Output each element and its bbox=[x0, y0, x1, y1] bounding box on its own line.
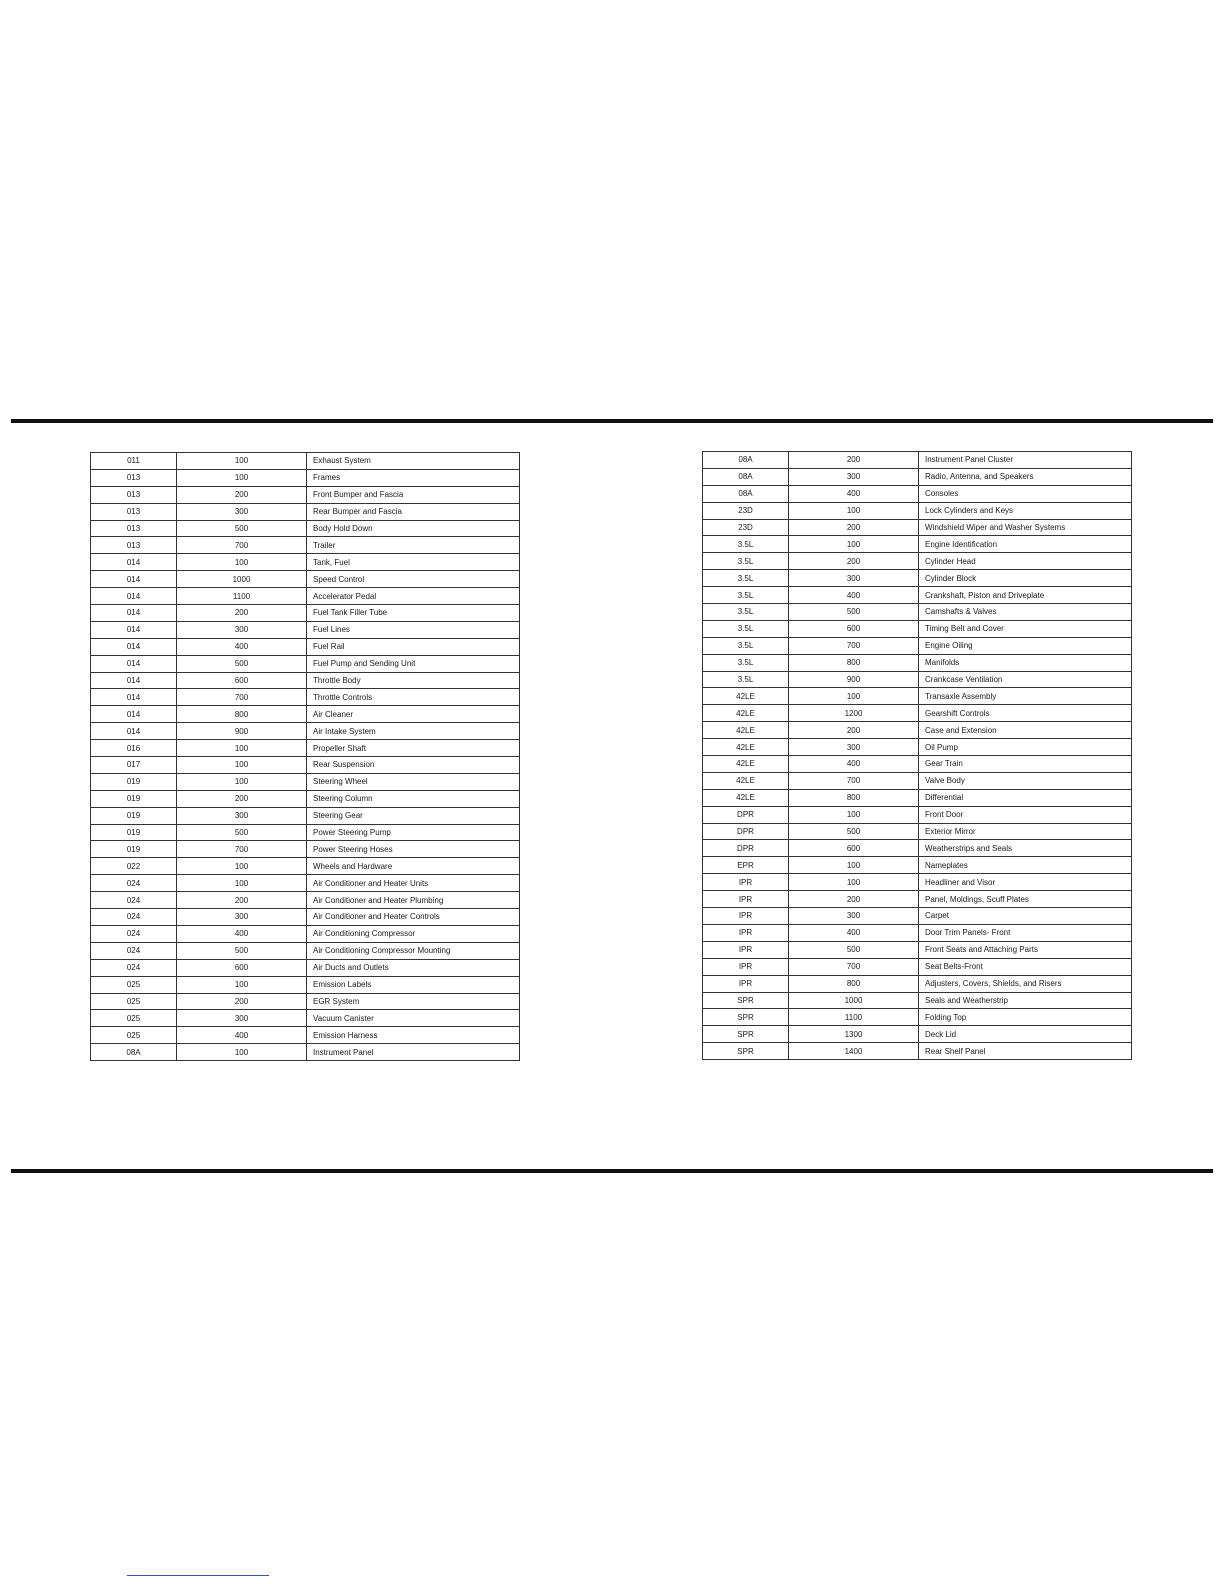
group-code-cell: 3.5L bbox=[703, 620, 789, 637]
table-row bbox=[703, 637, 1132, 654]
section-number-cell: 100 bbox=[177, 858, 307, 875]
description-cell: Headliner and Visor bbox=[919, 874, 1132, 891]
table-row bbox=[91, 942, 520, 959]
section-number-cell: 800 bbox=[789, 975, 919, 992]
group-code-cell: 014 bbox=[91, 689, 177, 706]
table-row bbox=[91, 588, 520, 605]
group-code-cell: EPR bbox=[703, 857, 789, 874]
section-number-cell: 100 bbox=[789, 688, 919, 705]
group-code-cell: 014 bbox=[91, 588, 177, 605]
section-number-cell: 200 bbox=[789, 891, 919, 908]
group-code-cell: 019 bbox=[91, 807, 177, 824]
description-cell: Lock Cylinders and Keys bbox=[919, 502, 1132, 519]
table-row bbox=[703, 485, 1132, 502]
group-code-cell: 08A bbox=[703, 485, 789, 502]
description-cell: Fuel Rail bbox=[307, 638, 520, 655]
table-row bbox=[91, 875, 520, 892]
section-number-cell: 1200 bbox=[789, 705, 919, 722]
table-row bbox=[91, 571, 520, 588]
description-cell: Body Hold Down bbox=[307, 520, 520, 537]
table-row bbox=[91, 706, 520, 723]
description-cell: Exhaust System bbox=[307, 453, 520, 470]
table-row bbox=[703, 975, 1132, 992]
description-cell: Air Cleaner bbox=[307, 706, 520, 723]
group-code-cell: 014 bbox=[91, 672, 177, 689]
right-parts-table-body bbox=[703, 452, 1132, 1060]
group-code-cell: 025 bbox=[91, 1027, 177, 1044]
table-row bbox=[703, 536, 1132, 553]
section-number-cell: 500 bbox=[789, 941, 919, 958]
section-number-cell: 1400 bbox=[789, 1043, 919, 1060]
section-number-cell: 1100 bbox=[177, 588, 307, 605]
section-number-cell: 300 bbox=[177, 1010, 307, 1027]
description-cell: Air Conditioner and Heater Controls bbox=[307, 909, 520, 926]
group-code-cell: 3.5L bbox=[703, 587, 789, 604]
section-number-cell: 700 bbox=[177, 689, 307, 706]
table-row bbox=[91, 537, 520, 554]
section-number-cell: 300 bbox=[177, 909, 307, 926]
description-cell: Air Conditioning Compressor Mounting bbox=[307, 942, 520, 959]
table-row bbox=[91, 605, 520, 622]
group-code-cell: SPR bbox=[703, 1009, 789, 1026]
section-number-cell: 500 bbox=[177, 520, 307, 537]
description-cell: Gear Train bbox=[919, 756, 1132, 773]
table-row bbox=[703, 1043, 1132, 1060]
section-number-cell: 300 bbox=[789, 570, 919, 587]
section-number-cell: 400 bbox=[789, 756, 919, 773]
right-parts-table-container bbox=[702, 451, 1132, 1060]
description-cell: Exterior Mirror bbox=[919, 823, 1132, 840]
group-code-cell: IPR bbox=[703, 891, 789, 908]
right-parts-table bbox=[702, 451, 1132, 1060]
footnote-separator bbox=[127, 1575, 269, 1576]
table-row bbox=[703, 739, 1132, 756]
group-code-cell: 013 bbox=[91, 469, 177, 486]
group-code-cell: 014 bbox=[91, 605, 177, 622]
description-cell: Steering Column bbox=[307, 790, 520, 807]
table-row bbox=[91, 909, 520, 926]
table-row bbox=[703, 908, 1132, 925]
table-row bbox=[703, 958, 1132, 975]
group-code-cell: IPR bbox=[703, 924, 789, 941]
table-row bbox=[703, 1009, 1132, 1026]
table-row bbox=[91, 503, 520, 520]
group-code-cell: 23D bbox=[703, 502, 789, 519]
section-number-cell: 300 bbox=[789, 468, 919, 485]
table-row bbox=[91, 740, 520, 757]
description-cell: Frames bbox=[307, 469, 520, 486]
group-code-cell: 42LE bbox=[703, 722, 789, 739]
group-code-cell: 42LE bbox=[703, 756, 789, 773]
table-row bbox=[703, 941, 1132, 958]
section-number-cell: 300 bbox=[789, 739, 919, 756]
group-code-cell: 019 bbox=[91, 790, 177, 807]
description-cell: Air Conditioner and Heater Plumbing bbox=[307, 892, 520, 909]
table-row bbox=[703, 756, 1132, 773]
table-row bbox=[91, 1010, 520, 1027]
description-cell: Fuel Tank Filler Tube bbox=[307, 605, 520, 622]
description-cell: Rear Bumper and Fascia bbox=[307, 503, 520, 520]
group-code-cell: 013 bbox=[91, 520, 177, 537]
section-number-cell: 900 bbox=[177, 723, 307, 740]
table-row bbox=[703, 553, 1132, 570]
section-number-cell: 700 bbox=[177, 841, 307, 858]
description-cell: Power Steering Hoses bbox=[307, 841, 520, 858]
description-cell: Deck Lid bbox=[919, 1026, 1132, 1043]
section-number-cell: 400 bbox=[789, 587, 919, 604]
group-code-cell: 024 bbox=[91, 959, 177, 976]
description-cell: Air Intake System bbox=[307, 723, 520, 740]
table-row bbox=[703, 874, 1132, 891]
description-cell: Cylinder Head bbox=[919, 553, 1132, 570]
section-number-cell: 300 bbox=[177, 503, 307, 520]
table-row bbox=[91, 807, 520, 824]
section-number-cell: 100 bbox=[789, 502, 919, 519]
description-cell: Carpet bbox=[919, 908, 1132, 925]
group-code-cell: 42LE bbox=[703, 739, 789, 756]
table-row bbox=[703, 468, 1132, 485]
section-number-cell: 700 bbox=[789, 958, 919, 975]
section-number-cell: 200 bbox=[177, 790, 307, 807]
section-number-cell: 200 bbox=[177, 486, 307, 503]
description-cell: EGR System bbox=[307, 993, 520, 1010]
description-cell: Seals and Weatherstrip bbox=[919, 992, 1132, 1009]
description-cell: Rear Shelf Panel bbox=[919, 1043, 1132, 1060]
section-number-cell: 300 bbox=[177, 807, 307, 824]
group-code-cell: SPR bbox=[703, 992, 789, 1009]
table-row bbox=[91, 993, 520, 1010]
description-cell: Fuel Lines bbox=[307, 621, 520, 638]
table-row bbox=[91, 925, 520, 942]
group-code-cell: 23D bbox=[703, 519, 789, 536]
section-number-cell: 500 bbox=[177, 824, 307, 841]
table-row bbox=[703, 452, 1132, 469]
description-cell: Vacuum Canister bbox=[307, 1010, 520, 1027]
section-number-cell: 100 bbox=[177, 875, 307, 892]
table-row bbox=[91, 638, 520, 655]
section-number-cell: 100 bbox=[789, 857, 919, 874]
description-cell: Crankshaft, Piston and Driveplate bbox=[919, 587, 1132, 604]
left-parts-table bbox=[90, 452, 520, 1061]
table-row bbox=[91, 689, 520, 706]
group-code-cell: 014 bbox=[91, 655, 177, 672]
description-cell: Front Door bbox=[919, 806, 1132, 823]
group-code-cell: 025 bbox=[91, 976, 177, 993]
group-code-cell: DPR bbox=[703, 806, 789, 823]
table-row bbox=[91, 1044, 520, 1061]
group-code-cell: 08A bbox=[703, 452, 789, 469]
table-row bbox=[703, 823, 1132, 840]
group-code-cell: 025 bbox=[91, 1010, 177, 1027]
section-number-cell: 700 bbox=[789, 772, 919, 789]
description-cell: Instrument Panel Cluster bbox=[919, 452, 1132, 469]
description-cell: Power Steering Pump bbox=[307, 824, 520, 841]
group-code-cell: IPR bbox=[703, 958, 789, 975]
description-cell: Seat Belts-Front bbox=[919, 958, 1132, 975]
section-number-cell: 500 bbox=[177, 655, 307, 672]
section-number-cell: 100 bbox=[789, 806, 919, 823]
section-number-cell: 900 bbox=[789, 671, 919, 688]
description-cell: Gearshift Controls bbox=[919, 705, 1132, 722]
group-code-cell: 3.5L bbox=[703, 536, 789, 553]
table-row bbox=[91, 858, 520, 875]
description-cell: Front Bumper and Fascia bbox=[307, 486, 520, 503]
table-row bbox=[703, 587, 1132, 604]
description-cell: Camshafts & Valves bbox=[919, 604, 1132, 621]
description-cell: Propeller Shaft bbox=[307, 740, 520, 757]
table-row bbox=[703, 840, 1132, 857]
group-code-cell: 42LE bbox=[703, 688, 789, 705]
group-code-cell: 022 bbox=[91, 858, 177, 875]
table-row bbox=[703, 924, 1132, 941]
table-row bbox=[703, 688, 1132, 705]
table-row bbox=[703, 891, 1132, 908]
section-number-cell: 500 bbox=[789, 823, 919, 840]
table-row bbox=[703, 519, 1132, 536]
table-row bbox=[703, 620, 1132, 637]
section-number-cell: 800 bbox=[177, 706, 307, 723]
section-number-cell: 400 bbox=[177, 638, 307, 655]
description-cell: Cylinder Block bbox=[919, 570, 1132, 587]
group-code-cell: 025 bbox=[91, 993, 177, 1010]
description-cell: Air Conditioning Compressor bbox=[307, 925, 520, 942]
description-cell: Rear Suspension bbox=[307, 757, 520, 774]
group-code-cell: 019 bbox=[91, 773, 177, 790]
description-cell: Engine Identification bbox=[919, 536, 1132, 553]
group-code-cell: 014 bbox=[91, 554, 177, 571]
group-code-cell: DPR bbox=[703, 840, 789, 857]
group-code-cell: 013 bbox=[91, 486, 177, 503]
group-code-cell: 08A bbox=[703, 468, 789, 485]
table-row bbox=[91, 672, 520, 689]
description-cell: Adjusters, Covers, Shields, and Risers bbox=[919, 975, 1132, 992]
description-cell: Trailer bbox=[307, 537, 520, 554]
section-number-cell: 1000 bbox=[177, 571, 307, 588]
section-number-cell: 100 bbox=[177, 740, 307, 757]
group-code-cell: 42LE bbox=[703, 789, 789, 806]
group-code-cell: 024 bbox=[91, 875, 177, 892]
group-code-cell: 014 bbox=[91, 571, 177, 588]
group-code-cell: IPR bbox=[703, 975, 789, 992]
group-code-cell: 3.5L bbox=[703, 654, 789, 671]
table-row bbox=[91, 757, 520, 774]
section-number-cell: 500 bbox=[177, 942, 307, 959]
table-row bbox=[91, 959, 520, 976]
table-row bbox=[91, 790, 520, 807]
description-cell: Throttle Controls bbox=[307, 689, 520, 706]
group-code-cell: 014 bbox=[91, 638, 177, 655]
description-cell: Steering Gear bbox=[307, 807, 520, 824]
table-row bbox=[703, 671, 1132, 688]
section-number-cell: 100 bbox=[177, 453, 307, 470]
table-row bbox=[91, 892, 520, 909]
description-cell: Fuel Pump and Sending Unit bbox=[307, 655, 520, 672]
section-number-cell: 1100 bbox=[789, 1009, 919, 1026]
group-code-cell: DPR bbox=[703, 823, 789, 840]
section-number-cell: 1000 bbox=[789, 992, 919, 1009]
group-code-cell: SPR bbox=[703, 1026, 789, 1043]
section-number-cell: 200 bbox=[177, 993, 307, 1010]
table-row bbox=[703, 705, 1132, 722]
group-code-cell: 42LE bbox=[703, 772, 789, 789]
section-number-cell: 600 bbox=[789, 840, 919, 857]
group-code-cell: IPR bbox=[703, 941, 789, 958]
table-row bbox=[91, 773, 520, 790]
group-code-cell: 3.5L bbox=[703, 671, 789, 688]
section-number-cell: 100 bbox=[177, 469, 307, 486]
description-cell: Speed Control bbox=[307, 571, 520, 588]
section-number-cell: 100 bbox=[177, 554, 307, 571]
section-number-cell: 100 bbox=[789, 536, 919, 553]
description-cell: Engine Oiling bbox=[919, 637, 1132, 654]
table-row bbox=[703, 806, 1132, 823]
table-row bbox=[91, 976, 520, 993]
group-code-cell: 024 bbox=[91, 942, 177, 959]
description-cell: Valve Body bbox=[919, 772, 1132, 789]
section-number-cell: 1300 bbox=[789, 1026, 919, 1043]
table-row bbox=[91, 1027, 520, 1044]
group-code-cell: 024 bbox=[91, 925, 177, 942]
table-row bbox=[703, 604, 1132, 621]
top-rule bbox=[11, 419, 1213, 423]
description-cell: Tank, Fuel bbox=[307, 554, 520, 571]
description-cell: Weatherstrips and Seals bbox=[919, 840, 1132, 857]
group-code-cell: 013 bbox=[91, 537, 177, 554]
bottom-rule bbox=[11, 1169, 1213, 1173]
table-row bbox=[703, 857, 1132, 874]
description-cell: Timing Belt and Cover bbox=[919, 620, 1132, 637]
group-code-cell: 013 bbox=[91, 503, 177, 520]
section-number-cell: 300 bbox=[177, 621, 307, 638]
group-code-cell: 3.5L bbox=[703, 604, 789, 621]
description-cell: Nameplates bbox=[919, 857, 1132, 874]
table-row bbox=[703, 789, 1132, 806]
description-cell: Transaxle Assembly bbox=[919, 688, 1132, 705]
group-code-cell: 016 bbox=[91, 740, 177, 757]
table-row bbox=[91, 621, 520, 638]
section-number-cell: 600 bbox=[177, 672, 307, 689]
section-number-cell: 200 bbox=[789, 722, 919, 739]
section-number-cell: 200 bbox=[789, 519, 919, 536]
table-row bbox=[703, 722, 1132, 739]
description-cell: Air Conditioner and Heater Units bbox=[307, 875, 520, 892]
group-code-cell: 019 bbox=[91, 824, 177, 841]
description-cell: Windshield Wiper and Washer Systems bbox=[919, 519, 1132, 536]
section-number-cell: 400 bbox=[789, 924, 919, 941]
description-cell: Crankcase Ventilation bbox=[919, 671, 1132, 688]
table-row bbox=[91, 824, 520, 841]
group-code-cell: IPR bbox=[703, 874, 789, 891]
table-row bbox=[91, 655, 520, 672]
group-code-cell: 011 bbox=[91, 453, 177, 470]
description-cell: Air Ducts and Outlets bbox=[307, 959, 520, 976]
description-cell: Consoles bbox=[919, 485, 1132, 502]
left-parts-table-container bbox=[90, 452, 520, 1061]
left-parts-table-body bbox=[91, 453, 520, 1061]
description-cell: Steering Wheel bbox=[307, 773, 520, 790]
group-code-cell: 3.5L bbox=[703, 637, 789, 654]
description-cell: Differential bbox=[919, 789, 1132, 806]
group-code-cell: 014 bbox=[91, 621, 177, 638]
description-cell: Emission Labels bbox=[307, 976, 520, 993]
group-code-cell: 014 bbox=[91, 706, 177, 723]
group-code-cell: 024 bbox=[91, 909, 177, 926]
description-cell: Radio, Antenna, and Speakers bbox=[919, 468, 1132, 485]
group-code-cell: 42LE bbox=[703, 705, 789, 722]
table-row bbox=[91, 723, 520, 740]
section-number-cell: 100 bbox=[789, 874, 919, 891]
section-number-cell: 200 bbox=[177, 605, 307, 622]
table-row bbox=[703, 570, 1132, 587]
group-code-cell: 017 bbox=[91, 757, 177, 774]
table-row bbox=[703, 654, 1132, 671]
description-cell: Door Trim Panels- Front bbox=[919, 924, 1132, 941]
section-number-cell: 100 bbox=[177, 757, 307, 774]
description-cell: Oil Pump bbox=[919, 739, 1132, 756]
section-number-cell: 600 bbox=[789, 620, 919, 637]
section-number-cell: 200 bbox=[789, 553, 919, 570]
group-code-cell: 08A bbox=[91, 1044, 177, 1061]
table-row bbox=[91, 520, 520, 537]
table-row bbox=[703, 1026, 1132, 1043]
group-code-cell: 3.5L bbox=[703, 553, 789, 570]
description-cell: Throttle Body bbox=[307, 672, 520, 689]
group-code-cell: 019 bbox=[91, 841, 177, 858]
table-row bbox=[91, 453, 520, 470]
section-number-cell: 700 bbox=[789, 637, 919, 654]
table-row bbox=[91, 554, 520, 571]
group-code-cell: 024 bbox=[91, 892, 177, 909]
table-row bbox=[91, 469, 520, 486]
section-number-cell: 100 bbox=[177, 773, 307, 790]
description-cell: Manifolds bbox=[919, 654, 1132, 671]
description-cell: Wheels and Hardware bbox=[307, 858, 520, 875]
table-row bbox=[91, 841, 520, 858]
group-code-cell: 3.5L bbox=[703, 570, 789, 587]
description-cell: Front Seats and Attaching Parts bbox=[919, 941, 1132, 958]
description-cell: Panel, Moldings, Scuff Plates bbox=[919, 891, 1132, 908]
description-cell: Instrument Panel bbox=[307, 1044, 520, 1061]
table-row bbox=[703, 992, 1132, 1009]
description-cell: Accelerator Pedal bbox=[307, 588, 520, 605]
section-number-cell: 200 bbox=[177, 892, 307, 909]
table-row bbox=[703, 772, 1132, 789]
table-row bbox=[703, 502, 1132, 519]
group-code-cell: 014 bbox=[91, 723, 177, 740]
group-code-cell: IPR bbox=[703, 908, 789, 925]
section-number-cell: 200 bbox=[789, 452, 919, 469]
section-number-cell: 100 bbox=[177, 1044, 307, 1061]
description-cell: Folding Top bbox=[919, 1009, 1132, 1026]
group-code-cell: SPR bbox=[703, 1043, 789, 1060]
section-number-cell: 700 bbox=[177, 537, 307, 554]
section-number-cell: 100 bbox=[177, 976, 307, 993]
section-number-cell: 800 bbox=[789, 789, 919, 806]
section-number-cell: 300 bbox=[789, 908, 919, 925]
description-cell: Emission Harness bbox=[307, 1027, 520, 1044]
section-number-cell: 600 bbox=[177, 959, 307, 976]
section-number-cell: 400 bbox=[177, 1027, 307, 1044]
table-row bbox=[91, 486, 520, 503]
section-number-cell: 400 bbox=[789, 485, 919, 502]
description-cell: Case and Extension bbox=[919, 722, 1132, 739]
section-number-cell: 800 bbox=[789, 654, 919, 671]
section-number-cell: 500 bbox=[789, 604, 919, 621]
section-number-cell: 400 bbox=[177, 925, 307, 942]
